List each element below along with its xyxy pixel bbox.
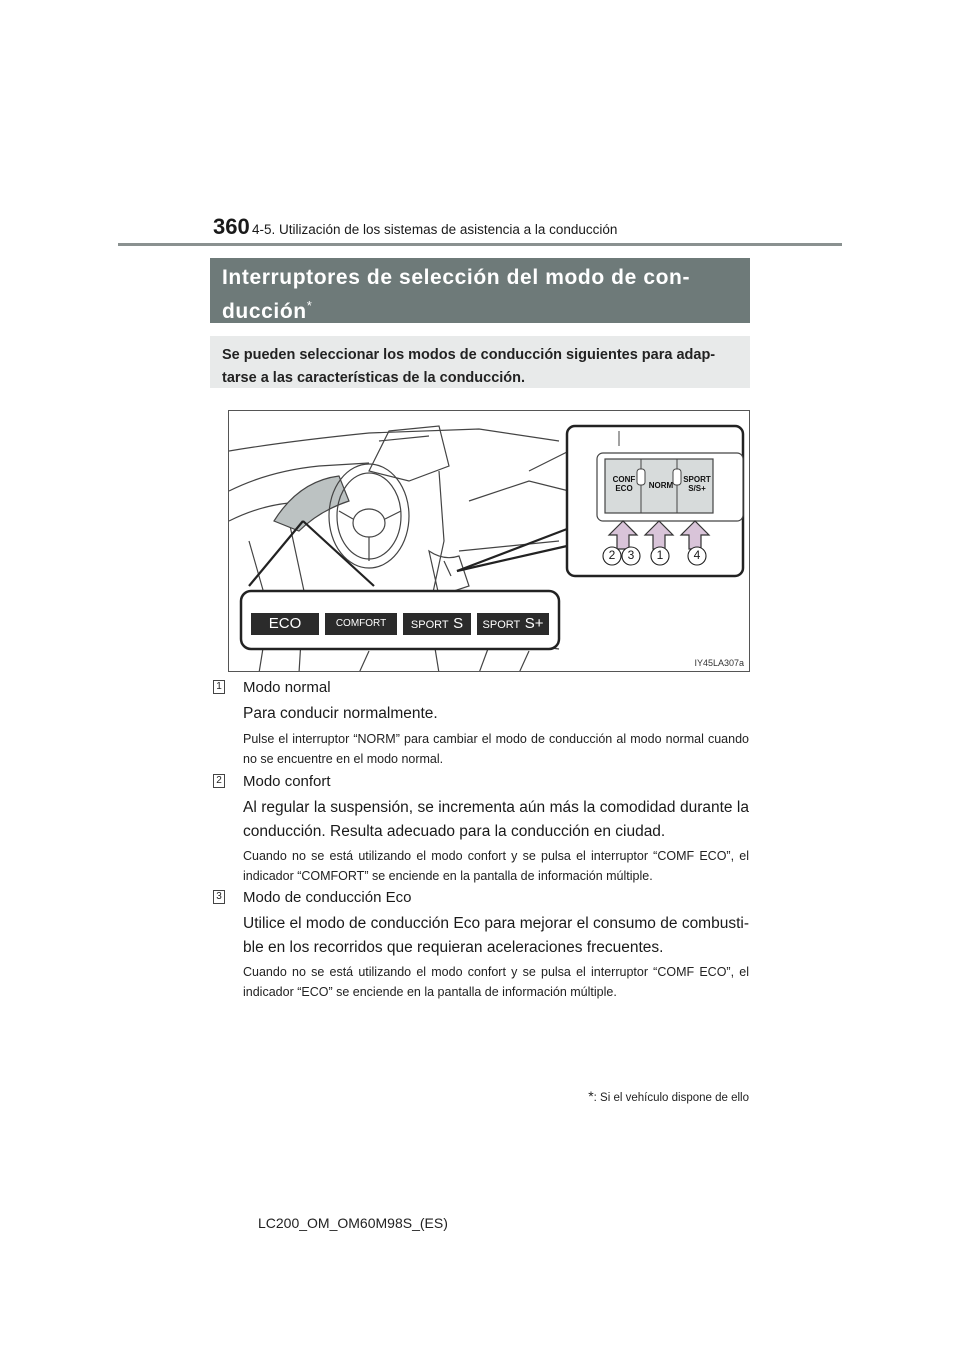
item-description: Al regular la suspensión, se incrementa aún más la comodidad durante la conducción. Resulta adecuado para la conducción en ciudad.: [243, 799, 749, 840]
callout-number: 4: [693, 548, 701, 562]
callout-number: 1: [656, 548, 664, 562]
intro-box: [210, 336, 750, 388]
section-header: 4-5. Utilización de los sistemas de asistencia a la conducción: [252, 222, 618, 237]
item-note: Cuando no se está utilizando el modo confort y se pulsa el interruptor “COMF ECO”, el indicador “COMFORT” se enciende en la pantalla de información múltiple.: [243, 849, 749, 883]
figure-code: IY45LA307a: [694, 658, 744, 668]
page-number: 360: [213, 214, 250, 239]
item-title: Modo de conducción Eco: [243, 889, 412, 906]
item-number: 2: [213, 774, 225, 788]
button-label-ss-plus: S/S+: [688, 484, 706, 493]
callout-number: 2: [608, 548, 616, 562]
title-line-2: ducción: [222, 300, 307, 323]
footnote: [588, 1088, 749, 1104]
header-divider: [118, 243, 842, 246]
indicator-label-sport: SPORT: [410, 619, 449, 631]
item-description: Para conducir normalmente.: [243, 705, 438, 722]
indicator-label-s: S: [453, 615, 464, 632]
item-number: 1: [213, 680, 225, 694]
button-label-norm: NORM: [648, 481, 674, 490]
title-line-1: Interruptores de selección del modo de con-: [222, 266, 691, 289]
item-note: Pulse el interruptor “NORM” para cambiar el modo de conducción al modo normal cuando no se encuentre en el modo normal.: [243, 732, 749, 766]
item-note: Cuando no se está utilizando el modo confort y se pulsa el interruptor “COMF ECO”, el indicador “ECO” se enciende en la pantalla de información múltiple.: [243, 965, 749, 999]
indicator-label-s-plus: S+: [524, 615, 544, 632]
intro-text: Se pueden seleccionar los modos de conducción siguientes para adap-tarse a las características de la conducción.: [222, 347, 716, 386]
indicator-label-sport-2: SPORT: [482, 619, 521, 631]
indicator-label-eco: ECO: [268, 615, 302, 632]
callout-number: 3: [627, 548, 635, 562]
item-title: Modo normal: [243, 679, 331, 696]
button-label-eco: ECO: [615, 484, 633, 493]
dashboard-figure: [228, 410, 750, 672]
item-number: 3: [213, 890, 225, 904]
indicator-label-comfort: COMFORT: [335, 618, 387, 629]
item-description: Utilice el modo de conducción Eco para mejorar el consumo de combusti-ble en los recorridos que requieran aceleraciones frecuentes.: [243, 915, 749, 956]
button-label-conf: CONF: [612, 475, 636, 484]
footnote-text: : Si el vehículo dispone de ello: [593, 1092, 749, 1104]
title-footnote-mark: *: [306, 298, 313, 313]
item-title: Modo confort: [243, 773, 331, 790]
document-code: LC200_OM_OM60M98S_(ES): [258, 1215, 448, 1231]
button-label-sport: SPORT: [683, 475, 711, 484]
footnote-mark: *: [588, 1088, 594, 1104]
section-title-banner: [210, 258, 750, 323]
section-title: [222, 264, 742, 326]
